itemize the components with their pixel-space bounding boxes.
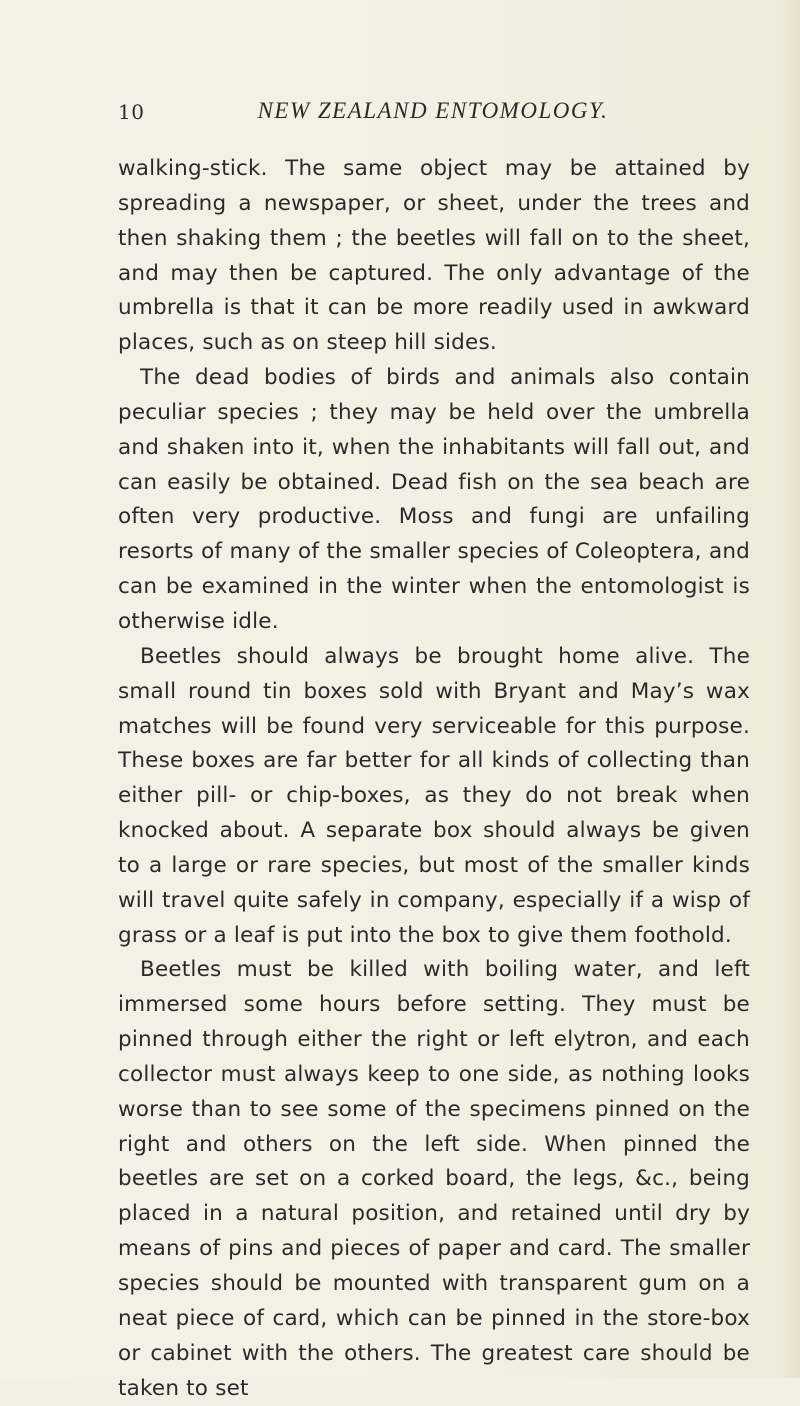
- page-number: 10: [118, 100, 145, 124]
- paragraph: Beetles should always be brought home alive. The small round tin boxes sold with Bryant and May’s wax matches will be found very serviceable for this purpose. These boxes are far better for all kinds of collecting than either pill- or chip-boxes, as they do not break when knocked about. A separate box should always be given to a large or rare species, but most of the smaller kinds will travel quite safely in company, especially if a wisp of grass or a leaf is put into the box to give them foothold.: [118, 643, 750, 948]
- running-title: NEW ZEALAND ENTOMOLOGY.: [257, 98, 609, 123]
- page-header: [118, 100, 748, 136]
- paragraph-continued: walking-stick. The same object may be attained by spreading a newspaper, or sheet, under the trees and then shaking them ; the beetles will fall on to the sheet, and may then be captured. The only advantage of the umbrella is that it can be more readily used in awkward places, such as on steep hill sides.: [118, 156, 750, 356]
- page-edge-shadow: [782, 0, 800, 1378]
- paragraph: The dead bodies of birds and animals also contain peculiar species ; they may be held over the umbrella and shaken into it, when the inhabitants will fall out, and can easily be obtained. Dead fish on the sea beach are often very productive. Moss and fungi are unfailing resorts of many of the smaller species of Coleoptera, and can be examined in the winter when the entomologist is otherwise idle.: [118, 365, 750, 634]
- body-text: [118, 152, 750, 1406]
- paragraph: Beetles must be killed with boiling water, and left immersed some hours before setting. They must be pinned through either the right or left elytron, and each collector must always keep to one side, as nothing looks worse than to see some of the specimens pinned on the right and others on the left side. When pinned the beetles are set on a corked board, the legs, &c., being placed in a natural position, and retained until dry by means of pins and pieces of paper and card. The smaller species should be mounted with transparent gum on a neat piece of card, which can be pinned in the store-box or cabinet with the others. The greatest care should be taken to set: [118, 957, 750, 1401]
